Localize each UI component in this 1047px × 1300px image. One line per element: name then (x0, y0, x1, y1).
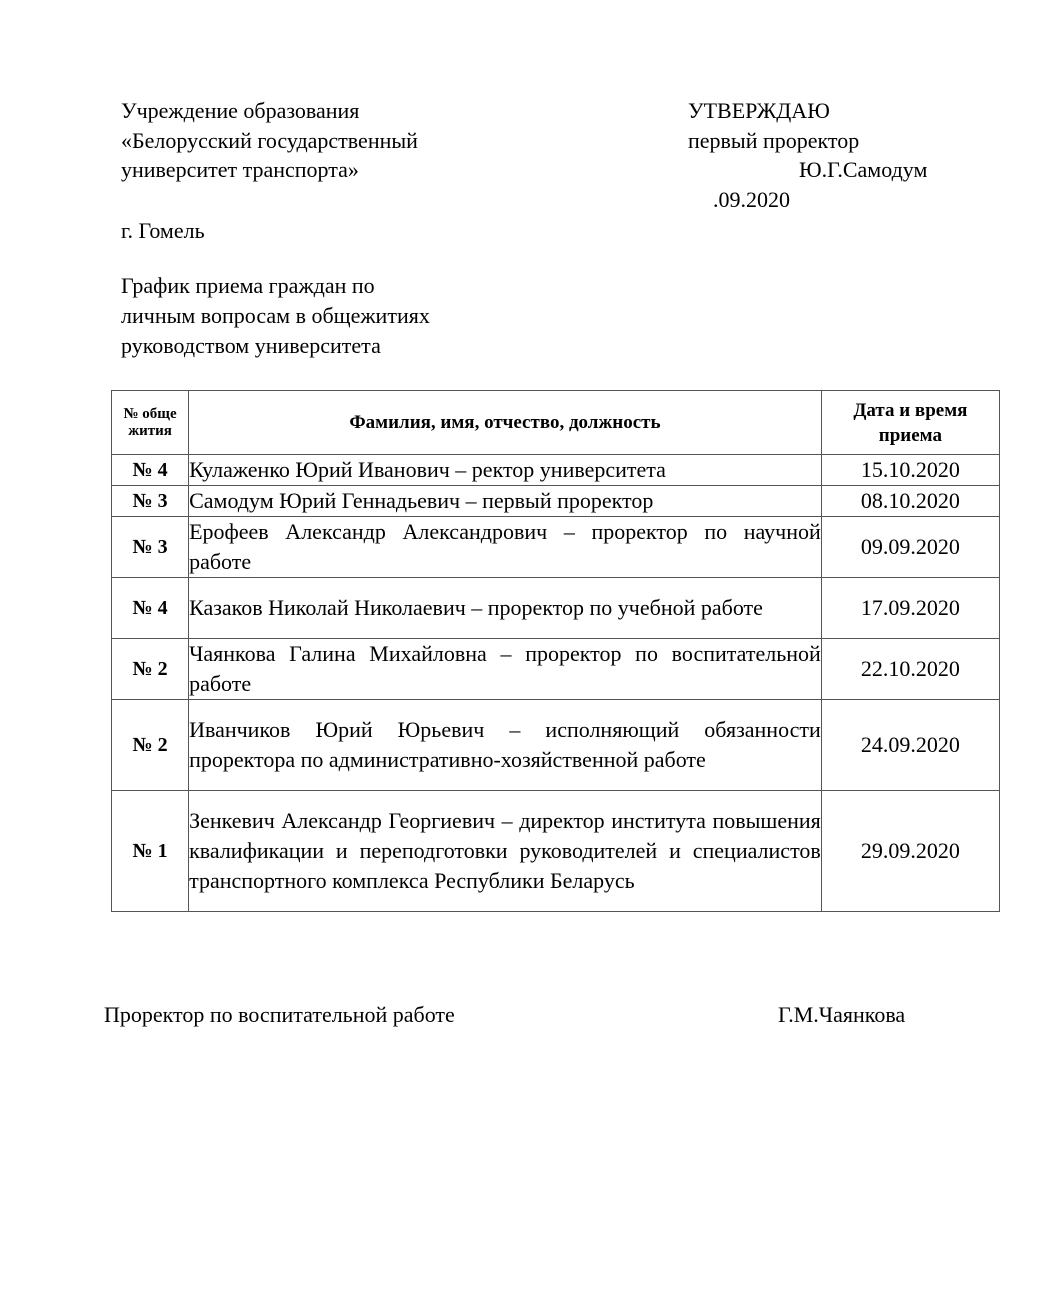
approval-date: .09.2020 (713, 187, 790, 212)
cell-date: 08.10.2020 (821, 486, 999, 517)
approval-name: Ю.Г.Самодум (799, 157, 928, 182)
cell-dormitory-no: № 4 (112, 455, 189, 486)
cell-name-position: Самодум Юрий Геннадьевич – первый проректор (189, 486, 822, 517)
doc-title-line-1: График приема граждан по (121, 273, 375, 298)
schedule-table (111, 390, 1000, 912)
cell-dormitory-no: № 3 (112, 517, 189, 578)
cell-name-position: Иванчиков Юрий Юрьевич – исполняющий обязанности проректора по административно-хозяйственной работе (189, 700, 822, 791)
header-date-time: Дата и время приема (821, 391, 999, 455)
doc-title-line-2: личным вопросам в общежитиях (121, 303, 430, 328)
cell-date: 22.10.2020 (821, 639, 999, 700)
cell-dormitory-no: № 1 (112, 791, 189, 912)
cell-date: 24.09.2020 (821, 700, 999, 791)
table-header-row (112, 391, 1000, 455)
org-line-1: Учреждение образования (121, 98, 360, 123)
cell-dormitory-no: № 2 (112, 639, 189, 700)
signer-position: Проректор по воспитательной работе (104, 1002, 455, 1027)
cell-dormitory-no: № 3 (112, 486, 189, 517)
table-row (112, 517, 1000, 578)
approval-title: УТВЕРЖДАЮ (688, 98, 830, 123)
table-row (112, 486, 1000, 517)
table-row (112, 455, 1000, 486)
table-row (112, 639, 1000, 700)
cell-name-position: Чаянкова Галина Михайловна – проректор по воспитательной работе (189, 639, 822, 700)
cell-date: 15.10.2020 (821, 455, 999, 486)
header-full-name-position: Фамилия, имя, отчество, должность (189, 391, 822, 455)
approval-position: первый проректор (688, 128, 860, 153)
cell-name-position: Зенкевич Александр Георгиевич – директор института повышения квалификации и переподготовки руководителей и специалистов транспортного комплекса Республики Беларусь (189, 791, 822, 912)
cell-name-position: Казаков Николай Николаевич – проректор по учебной работе (189, 578, 822, 639)
org-line-2: «Белорусский государственный (121, 128, 418, 153)
city: г. Гомель (121, 218, 205, 243)
cell-dormitory-no: № 4 (112, 578, 189, 639)
cell-name-position: Ерофеев Александр Александрович – проректор по научной работе (189, 517, 822, 578)
cell-name-position: Кулаженко Юрий Иванович – ректор университета (189, 455, 822, 486)
org-line-3: университет транспорта» (121, 157, 359, 182)
table-row (112, 791, 1000, 912)
header-dormitory-no: № обще жития (112, 391, 189, 455)
table-row (112, 700, 1000, 791)
cell-date: 09.09.2020 (821, 517, 999, 578)
table-row (112, 578, 1000, 639)
cell-date: 17.09.2020 (821, 578, 999, 639)
doc-title-line-3: руководством университета (121, 333, 381, 358)
cell-date: 29.09.2020 (821, 791, 999, 912)
cell-dormitory-no: № 2 (112, 700, 189, 791)
signer-name: Г.М.Чаянкова (778, 1002, 906, 1027)
